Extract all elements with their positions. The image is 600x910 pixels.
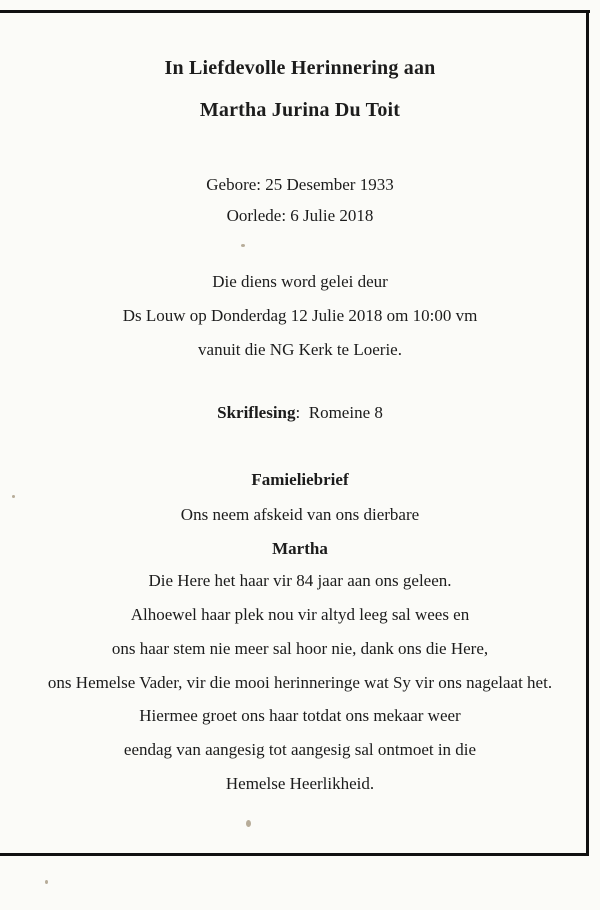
paper-speck (45, 880, 48, 884)
family-letter-heading: Famieliebrief (251, 470, 349, 489)
family-letter-line: ons haar stem nie meer sal hoor nie, dank ons die Here, (111, 639, 489, 658)
death-date: Oorlede: 6 Julie 2018 (226, 206, 374, 225)
family-letter-intro: Ons neem afskeid van ons dierbare (180, 505, 420, 524)
family-letter-line: eendag van aangesig tot aangesig sal ontmoet in die (123, 740, 477, 759)
deceased-name: Martha Jurina Du Toit (199, 99, 401, 121)
scripture-reading (0, 403, 600, 423)
scripture-label: Skriflesing (217, 403, 296, 422)
paper-speck (246, 820, 251, 827)
family-letter-line: Die Here het haar vir 84 jaar aan ons geleen. (148, 571, 452, 590)
family-letter-line: Hiermee groet ons haar totdat ons mekaar weer (139, 706, 461, 725)
paper-speck (12, 495, 15, 498)
service-line-2: Ds Louw op Donderdag 12 Julie 2018 om 10:00 vm (122, 306, 478, 325)
page-border-top (0, 10, 590, 13)
scripture-value: Romeine 8 (308, 403, 383, 422)
family-letter-line: Hemelse Heerlikheid. (225, 774, 375, 793)
family-letter-line: Alhoewel haar plek nou vir altyd leeg sal wees en (130, 605, 470, 624)
service-line-3: vanuit die NG Kerk te Loerie. (198, 340, 402, 359)
memorial-heading: In Liefdevolle Herinnering aan (164, 57, 436, 79)
page-border-bottom (0, 853, 589, 856)
paper-speck (241, 244, 245, 247)
page-border-right (586, 10, 589, 856)
family-letter-line: ons Hemelse Vader, vir die mooi herinneringe wat Sy vir ons nagelaat het. (47, 673, 553, 692)
birth-date: Gebore: 25 Desember 1933 (206, 175, 394, 194)
family-letter-name: Martha (272, 539, 328, 558)
service-line-1: Die diens word gelei deur (212, 272, 388, 291)
scripture-colon: : (295, 403, 301, 422)
